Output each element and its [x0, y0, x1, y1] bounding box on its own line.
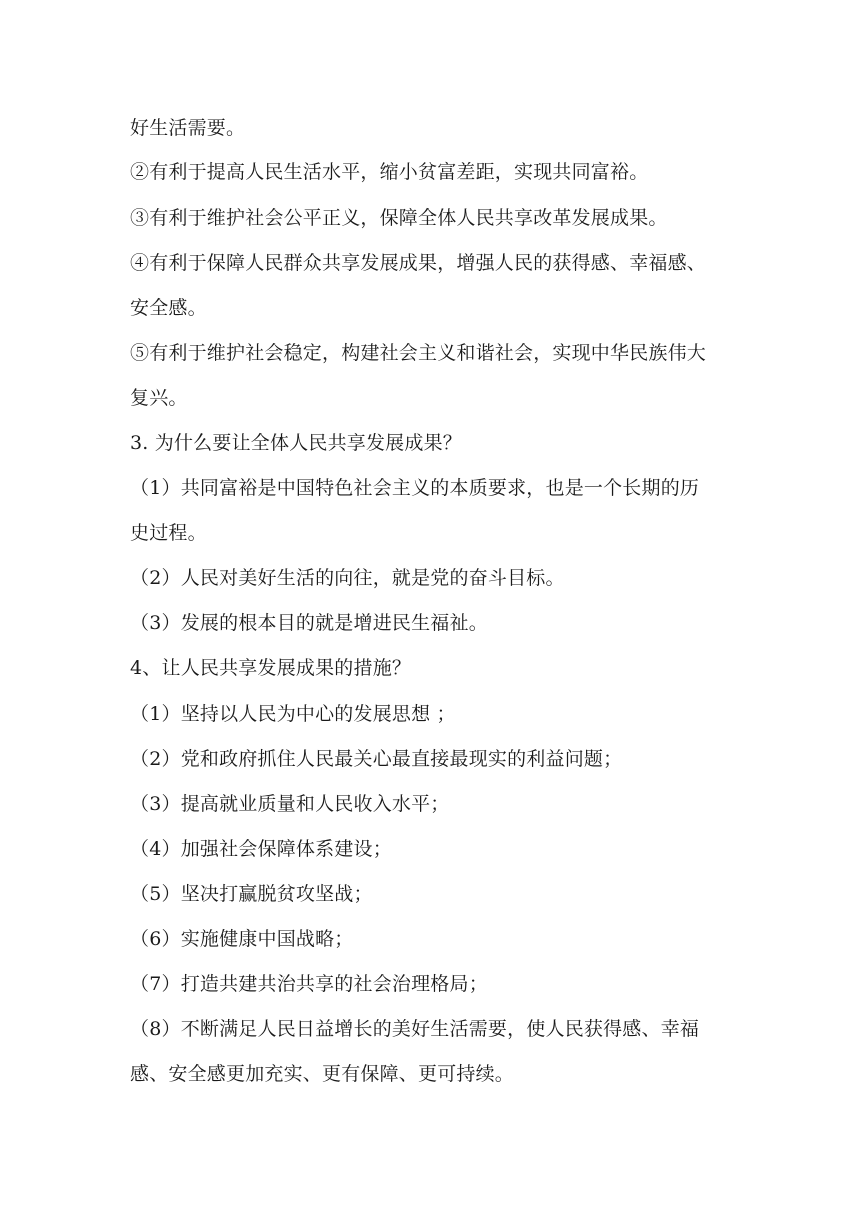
text-line: 感、安全感更加充实、更有保障、更可持续。	[130, 1063, 515, 1085]
text-line: 好生活需要。	[130, 117, 246, 139]
text-line: ③有利于维护社会公平正义，保障全体人民共享改革发展成果。	[130, 207, 668, 229]
text-line: （5）坚决打赢脱贫攻坚战；	[130, 883, 373, 905]
text-line: （4）加强社会保障体系建设；	[130, 838, 392, 860]
section-heading: 3. 为什么要让全体人民共享发展成果？	[130, 432, 462, 454]
text-line: （8）不断满足人民日益增长的美好生活需要，使人民获得感、幸福	[130, 1018, 700, 1040]
text-line: 安全感。	[130, 297, 207, 319]
section-heading: 4、让人民共享发展成果的措施？	[130, 657, 412, 679]
text-line: 史过程。	[130, 522, 207, 544]
text-line: 复兴。	[130, 387, 188, 409]
text-line: （2）党和政府抓住人民最关心最直接最现实的利益问题；	[130, 748, 623, 770]
text-line: （3）发展的根本目的就是增进民生福祉。	[130, 612, 488, 634]
text-line: ⑤有利于维护社会稳定，构建社会主义和谐社会，实现中华民族伟大	[130, 342, 707, 364]
text-line: ②有利于提高人民生活水平，缩小贫富差距，实现共同富裕。	[130, 161, 649, 183]
text-line: （3）提高就业质量和人民收入水平；	[130, 793, 450, 815]
text-line: ④有利于保障人民群众共享发展成果，增强人民的获得感、幸福感、	[130, 252, 707, 274]
text-line: （1）共同富裕是中国特色社会主义的本质要求，也是一个长期的历	[130, 477, 700, 499]
text-line: （2）人民对美好生活的向往，就是党的奋斗目标。	[130, 567, 565, 589]
text-line: （1）坚持以人民为中心的发展思想 ；	[130, 703, 456, 725]
text-line: （7）打造共建共治共享的社会治理格局；	[130, 973, 488, 995]
text-line: （6）实施健康中国战略；	[130, 928, 354, 950]
